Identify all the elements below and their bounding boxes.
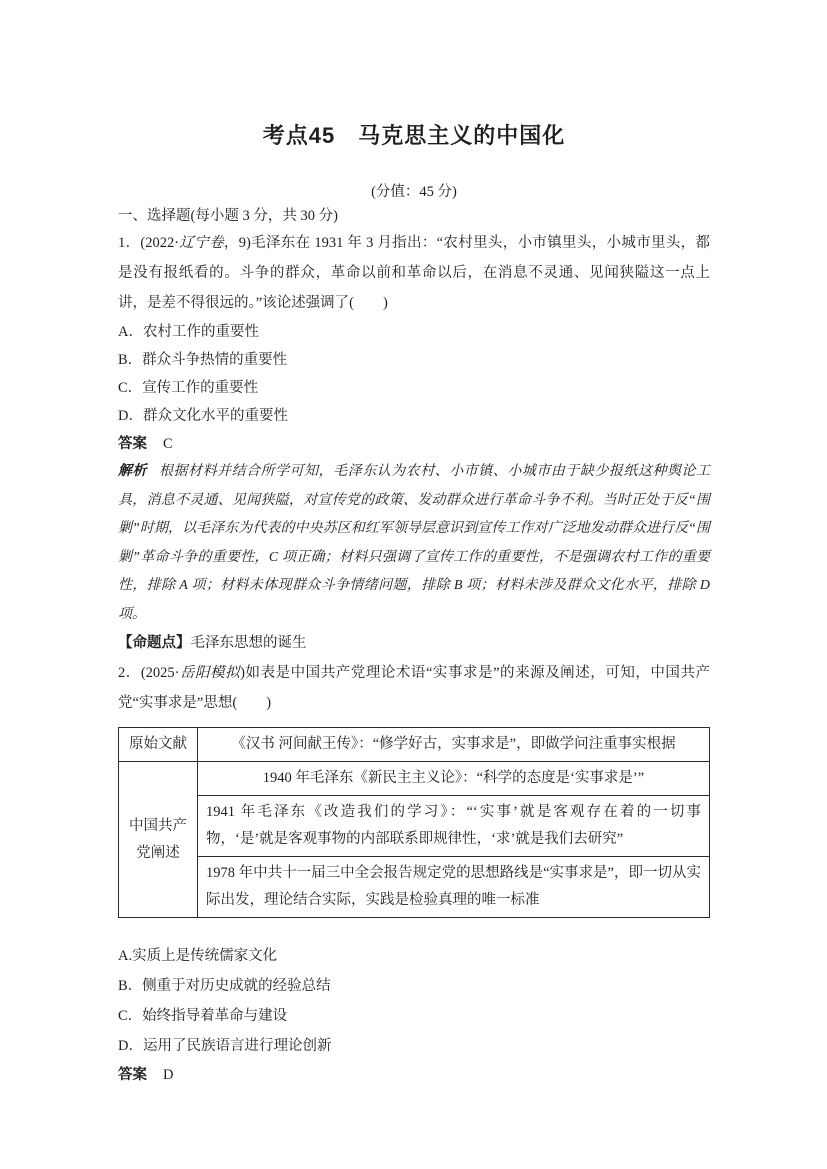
question1-option-a: A．农村工作的重要性 <box>118 324 259 340</box>
section-heading: 一、选择题(每小题 3 分，共 30 分) <box>118 208 338 224</box>
page-title: 考点45 马克思主义的中国化 <box>262 123 566 148</box>
topic-point-text: 毛泽东思想的诞生 <box>190 635 307 651</box>
question2-source-table <box>118 727 710 918</box>
question2-option-d: D．运用了民族语言进行理论创新 <box>118 1038 332 1054</box>
question2-option-a: A.实质上是传统儒家文化 <box>118 948 278 964</box>
table-cell-hanshu: 《汉书 河间献王传》：“修学好古，实事求是”，即做学问注重事实根据 <box>198 728 710 762</box>
table-cell-1978: 1978 年中共十一届三中全会报告规定党的思想路线是“实事求是”，即一切从实际出发，理论结合实际，实践是检验真理的唯一标准 <box>198 857 710 918</box>
question2-answer-line <box>118 1061 710 1089</box>
question2-option-c: C．始终指导着革命与建设 <box>118 1008 288 1024</box>
score-note: (分值：45 分) <box>371 184 457 200</box>
question1-analysis-text: 根据材料并结合所学可知，毛泽东认为农村、小市镇、小城市由于缺少报纸这种舆论工具，消息不灵通、见闻狭隘，对宣传党的政策、发动群众进行革命斗争不利。当时正处于反“围剿”时期，以毛泽东为代表的中央苏区和红军领导层意识到宣传工作对广泛地发动群众进行反“围剿”革命斗争的重要性，C 项正确；材料只强调了宣传工作的重要性，不是强调农村工作的重要性，排除 A 项；材料未体现群众斗争情绪问题，排除 B 项；材料未涉及群众文化水平，排除 D 项。 <box>118 464 711 622</box>
question1-topic-point <box>118 629 710 657</box>
table-cell-1941: 1941 年毛泽东《改造我们的学习》：“‘实事’就是客观存在着的一切事物，‘是’就是客观事物的内部联系即规律性，‘求’就是我们去研究” <box>198 796 710 857</box>
table-row <box>119 728 710 762</box>
question2-stem-prefix: 2．(2025· <box>118 665 180 681</box>
answer-label: 答案 <box>118 1067 147 1083</box>
question1-option-c: C．宣传工作的重要性 <box>118 380 259 396</box>
topic-point-label: 【命题点】 <box>118 635 191 651</box>
question2-stem-source: 岳阳模拟 <box>179 665 241 681</box>
question1-stem <box>118 228 710 318</box>
question2-stem <box>118 658 710 718</box>
question2-answer-value: D <box>163 1067 174 1083</box>
question1-stem-source: 辽宁卷 <box>179 235 224 251</box>
question2-stem-body: )如表是中国共产党理论术语“实事求是”的来源及阐述，可知，中国共产党“实事求是”思想( ) <box>118 665 710 711</box>
table-row <box>119 857 710 918</box>
question1-stem-prefix: 1．(2022· <box>118 235 180 251</box>
question1-stem-body: ，9)毛泽东在 1931 年 3 月指出：“农村里头，小市镇里头，小城市里头，都是没有报纸看的。斗争的群众，革命以前和革命以后，在消息不灵通、见闻狭隘这一点上讲，是差不得很远的。”该论述强调了( ) <box>118 235 711 311</box>
question2-options <box>118 941 710 1061</box>
question1-analysis <box>118 458 710 629</box>
answer-label: 答案 <box>118 436 147 452</box>
table-rowheader-original-text: 原始文献 <box>119 728 198 762</box>
question1-option-b: B．群众斗争热情的重要性 <box>118 352 288 368</box>
table-row <box>119 796 710 857</box>
question2-option-b: B．侧重于对历史成就的经验总结 <box>118 978 331 994</box>
table-row <box>119 762 710 796</box>
analysis-label: 解析 <box>118 464 148 479</box>
question1-answer-line <box>118 430 710 458</box>
table-rowheader-ccp-exposition: 中国共产党阐述 <box>119 762 198 918</box>
question1-answer-value: C <box>163 436 173 452</box>
table-cell-1940: 1940 年毛泽东《新民主主义论》：“科学的态度是‘实事求是’” <box>198 762 710 796</box>
document-content <box>118 0 710 1089</box>
question1-option-d: D．群众文化水平的重要性 <box>118 408 288 424</box>
